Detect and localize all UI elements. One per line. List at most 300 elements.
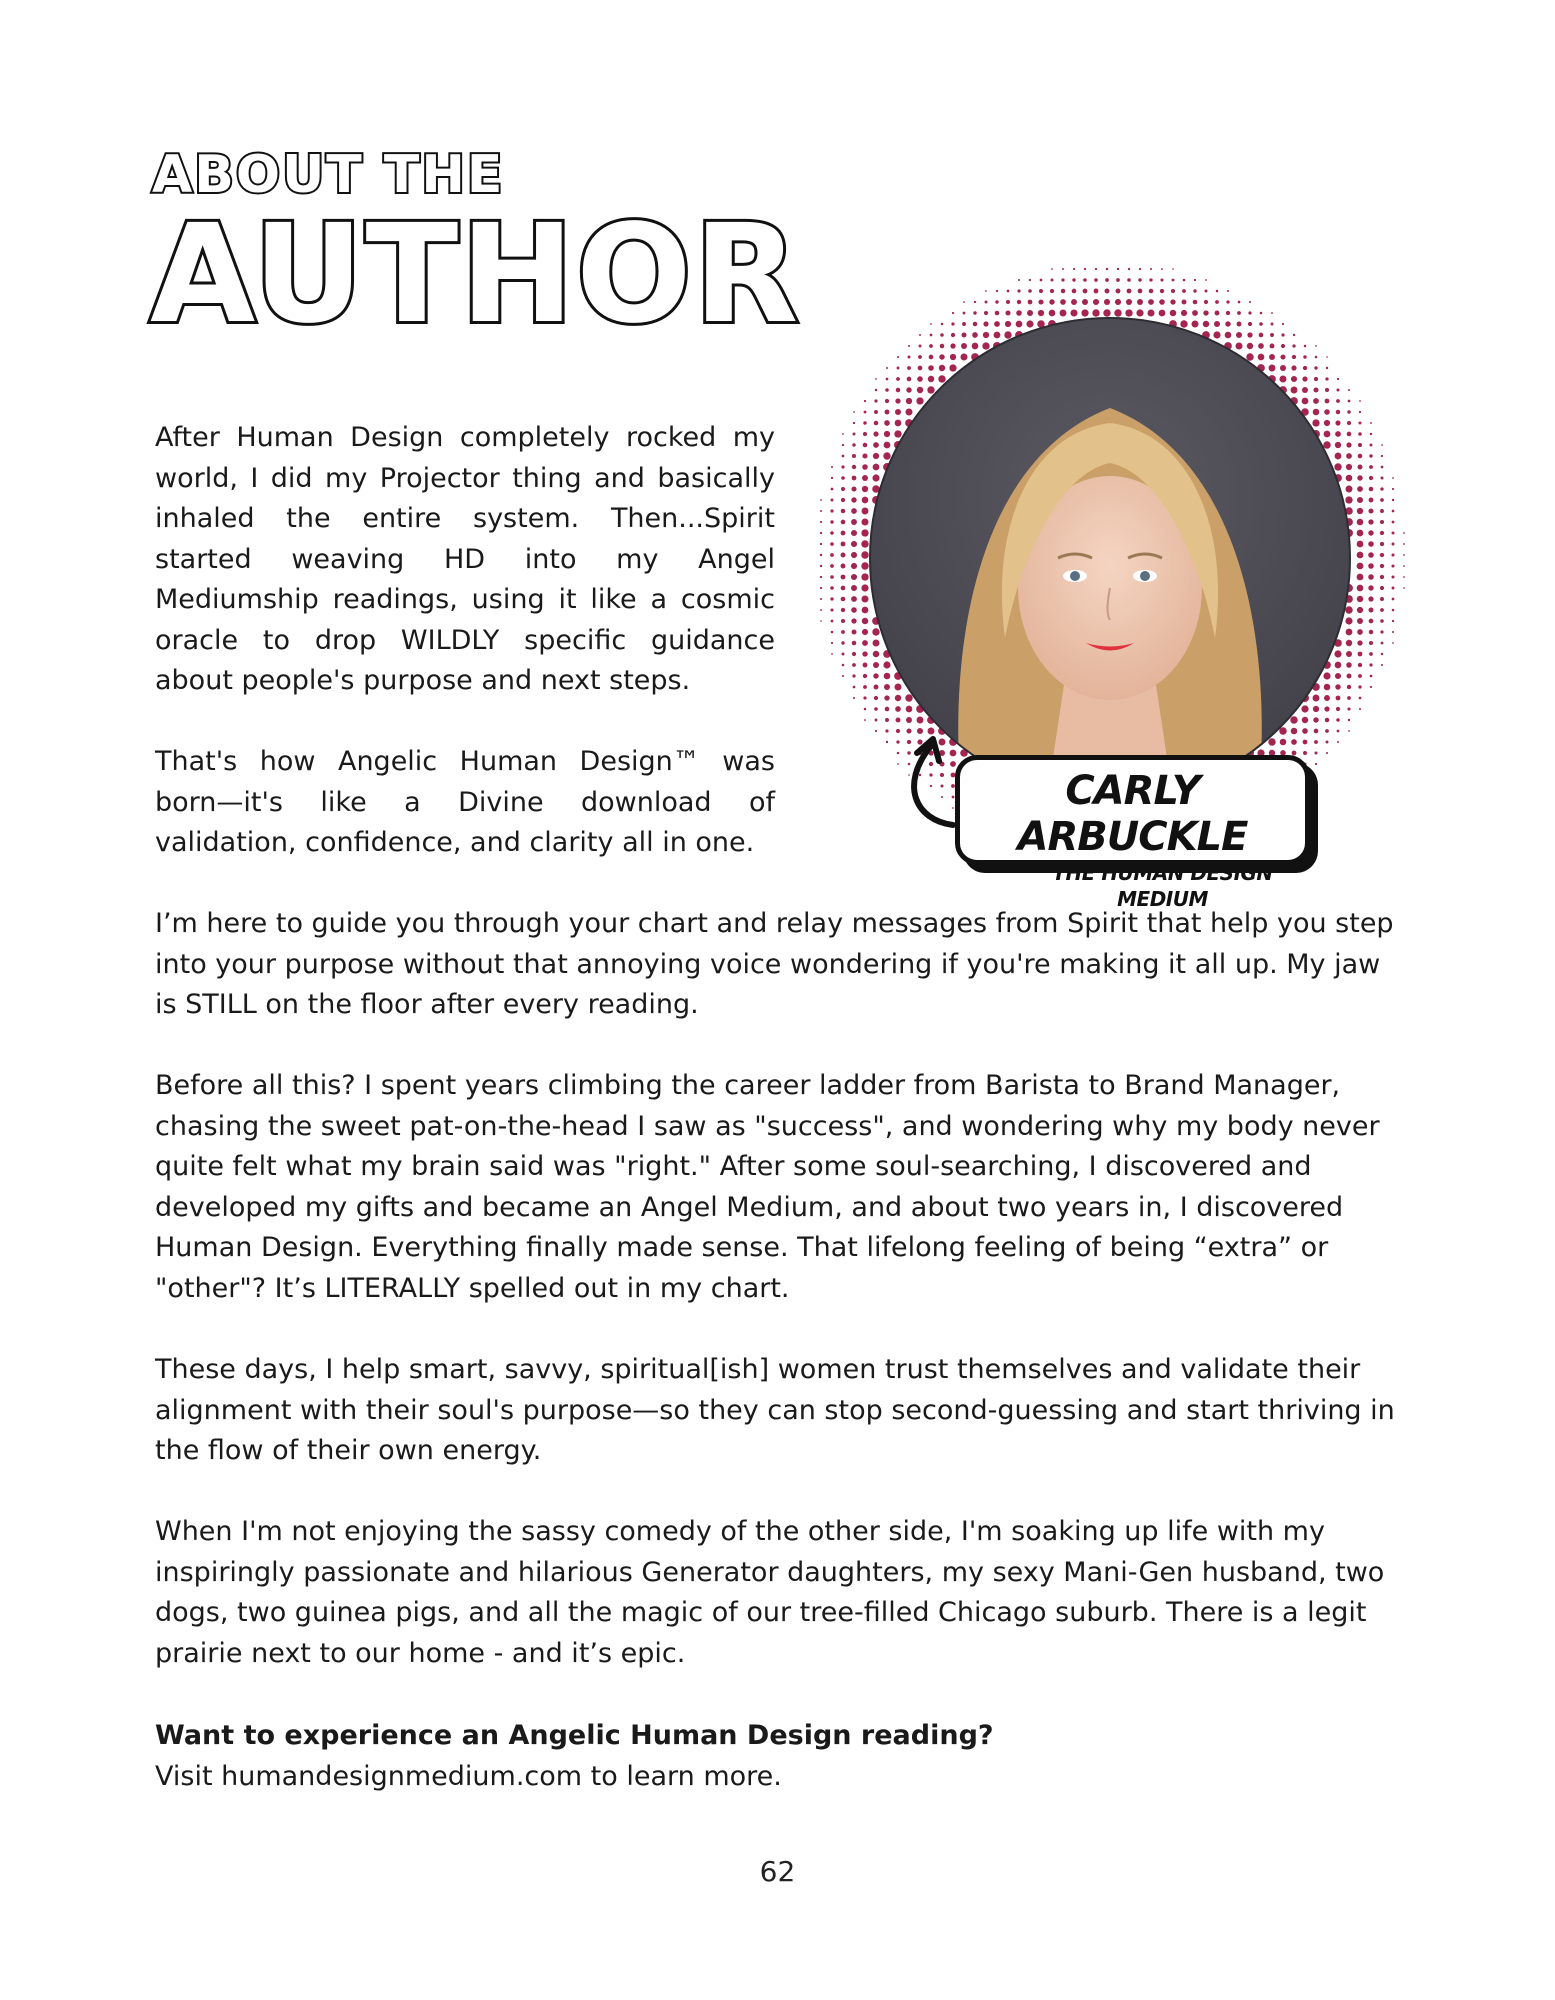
halftone-dot [1170, 299, 1175, 304]
halftone-dot [841, 520, 846, 525]
halftone-dot [1040, 279, 1043, 282]
halftone-dot [851, 574, 857, 580]
halftone-dot [1203, 321, 1210, 328]
halftone-dot [1358, 674, 1362, 678]
halftone-dot [1216, 290, 1219, 293]
halftone-dot [1336, 410, 1340, 414]
halftone-dot [1205, 290, 1208, 293]
halftone-dot [1159, 299, 1165, 305]
halftone-dot [1380, 608, 1384, 612]
halftone-dot [1291, 728, 1298, 735]
halftone-dot [853, 422, 855, 424]
halftone-dot [1225, 332, 1232, 339]
halftone-dot [1160, 278, 1163, 281]
halftone-dot [1028, 300, 1033, 305]
halftone-dot [883, 661, 890, 668]
halftone-dot [1313, 706, 1319, 712]
halftone-dot [1170, 310, 1177, 317]
halftone-dot [1238, 301, 1241, 304]
halftone-dot [873, 673, 878, 678]
halftone-dot [1051, 279, 1054, 282]
halftone-dot [1291, 739, 1297, 745]
halftone-dot [1315, 763, 1317, 765]
halftone-dot [1369, 641, 1373, 645]
halftone-dot [1215, 311, 1220, 316]
halftone-dot [917, 376, 923, 382]
halftone-dot [1116, 289, 1121, 294]
halftone-dot [1291, 376, 1297, 382]
halftone-dot [883, 452, 890, 459]
halftone-dot [1380, 542, 1384, 546]
halftone-dot [1192, 310, 1198, 316]
halftone-dot [1369, 498, 1374, 503]
halftone-dot [1369, 619, 1374, 624]
halftone-dot [885, 388, 889, 392]
halftone-dot [930, 323, 932, 325]
halftone-dot [820, 510, 822, 512]
halftone-dot [872, 628, 879, 635]
halftone-dot [1148, 299, 1154, 305]
halftone-dot [963, 301, 965, 303]
halftone-dot [906, 387, 911, 392]
halftone-dot [1325, 718, 1329, 722]
halftone-dot [852, 652, 856, 656]
halftone-dot [885, 399, 889, 403]
halftone-dot [1049, 310, 1056, 317]
halftone-dot [820, 598, 822, 600]
halftone-dot [1370, 433, 1372, 435]
halftone-dot [896, 718, 901, 723]
halftone-dot [950, 343, 955, 348]
halftone-dot [830, 553, 834, 557]
halftone-dot [1051, 268, 1053, 270]
halftone-dot [1359, 708, 1361, 710]
halftone-dot [852, 454, 856, 458]
halftone-dot [863, 674, 867, 678]
halftone-dot [851, 497, 856, 502]
halftone-dot [1215, 300, 1219, 304]
halftone-dot [873, 662, 879, 668]
halftone-dot [1271, 323, 1274, 326]
halftone-dot [1337, 741, 1339, 743]
halftone-dot [1094, 278, 1098, 282]
halftone-dot [918, 366, 923, 371]
halftone-dot [830, 575, 834, 579]
halftone-dot [940, 344, 945, 349]
halftone-dot [928, 365, 934, 371]
halftone-dot [1126, 299, 1132, 305]
halftone-dot [862, 607, 869, 614]
halftone-dot [874, 696, 878, 700]
halftone-dot [1281, 344, 1285, 348]
halftone-dot [1357, 497, 1363, 503]
halftone-dot [862, 629, 868, 635]
halftone-dot [1017, 289, 1020, 292]
halftone-dot [1347, 410, 1350, 413]
halftone-dot [895, 398, 900, 403]
halftone-dot [1105, 289, 1110, 294]
author-name-tag [955, 755, 1310, 911]
halftone-dot [820, 521, 822, 523]
halftone-dot [940, 333, 944, 337]
halftone-dot [1303, 740, 1308, 745]
halftone-dot [1290, 716, 1297, 723]
halftone-dot [1368, 585, 1373, 590]
halftone-dot [1072, 289, 1077, 294]
halftone-dot [919, 345, 922, 348]
halftone-dot [1026, 320, 1033, 327]
halftone-dot [985, 290, 987, 292]
halftone-dot [1368, 596, 1373, 601]
halftone-dot [851, 519, 857, 525]
halftone-dot [830, 531, 834, 535]
halftone-dot [1369, 663, 1372, 666]
halftone-dot [851, 508, 857, 514]
halftone-dot [1259, 333, 1264, 338]
halftone-dot [820, 609, 822, 611]
halftone-dot [841, 476, 845, 480]
halftone-dot [841, 553, 846, 558]
halftone-dot [820, 554, 822, 556]
halftone-dot [1324, 695, 1330, 701]
halftone-dot [1358, 652, 1363, 657]
halftone-dot [1347, 432, 1352, 437]
halftone-dot [852, 476, 857, 481]
halftone-dot [1381, 455, 1383, 457]
halftone-dot [862, 475, 868, 481]
halftone-dot [862, 618, 869, 625]
halftone-dot [1236, 332, 1242, 338]
halftone-dot [1381, 642, 1384, 645]
halftone-dot [885, 410, 890, 415]
halftone-dot [1313, 695, 1320, 702]
halftone-dot [1280, 354, 1285, 359]
halftone-dot [864, 708, 867, 711]
halftone-dot [939, 354, 944, 359]
halftone-dot [1325, 388, 1329, 392]
halftone-dot [1205, 279, 1207, 281]
halftone-dot [906, 717, 912, 723]
halftone-dot [929, 344, 933, 348]
halftone-dot [1292, 344, 1295, 347]
halftone-dot [1403, 587, 1405, 589]
halftone-dot [1007, 290, 1010, 293]
halftone-dot [1127, 289, 1132, 294]
halftone-dot [1380, 520, 1384, 524]
halftone-dot [820, 543, 822, 545]
halftone-dot [1116, 278, 1120, 282]
halftone-dot [1369, 630, 1373, 634]
halftone-dot [1335, 662, 1342, 669]
halftone-dot [1226, 300, 1229, 303]
halftone-dot [1392, 609, 1395, 612]
halftone-dot [1082, 299, 1088, 305]
halftone-dot [963, 312, 966, 315]
halftone-dot [1403, 576, 1405, 578]
cta-link-text[interactable]: Visit humandesignmedium.com to learn more. [155, 1760, 782, 1792]
halftone-dot [895, 706, 901, 712]
halftone-dot [1358, 443, 1362, 447]
halftone-dot [1323, 441, 1330, 448]
halftone-dot [852, 465, 856, 469]
halftone-dot [918, 355, 922, 359]
halftone-dot [1095, 268, 1097, 270]
halftone-dot [1314, 377, 1318, 381]
halftone-dot [1357, 574, 1364, 581]
halftone-dot [1346, 442, 1351, 447]
halftone-dot [862, 486, 868, 492]
halftone-dot [841, 487, 845, 491]
halftone-dot [820, 532, 822, 534]
halftone-dot [1380, 531, 1384, 535]
halftone-dot [1280, 365, 1286, 371]
halftone-dot [1249, 301, 1251, 303]
halftone-dot [995, 311, 1000, 316]
halftone-dot [1258, 343, 1264, 349]
halftone-dot [974, 301, 976, 303]
author-subtitle: THE HUMAN DESIGN MEDIUM [1052, 861, 1273, 911]
halftone-dot [1315, 356, 1318, 359]
halftone-dot [1138, 289, 1143, 294]
halftone-dot [1392, 532, 1395, 535]
halftone-dot [1381, 653, 1383, 655]
halftone-dot [1138, 278, 1141, 281]
halftone-dot [1357, 629, 1363, 635]
halftone-dot [1271, 312, 1273, 314]
halftone-dot [929, 355, 934, 360]
halftone-dot [1392, 477, 1394, 479]
halftone-dot [1335, 673, 1341, 679]
halftone-dot [861, 584, 868, 591]
halftone-dot [1346, 651, 1352, 657]
halftone-dot [895, 695, 901, 701]
halftone-dot [831, 466, 833, 468]
halftone-dot [1103, 309, 1110, 316]
halftone-dot [1346, 662, 1352, 668]
halftone-dot [1312, 419, 1319, 426]
halftone-dot [1136, 309, 1143, 316]
halftone-dot [1368, 541, 1374, 547]
halftone-dot [1392, 642, 1394, 644]
halftone-dot [895, 420, 902, 427]
halftone-dot [1335, 684, 1340, 689]
halftone-dot [1324, 409, 1330, 415]
halftone-dot [1017, 300, 1021, 304]
halftone-dot [938, 375, 945, 382]
halftone-dot [1137, 299, 1143, 305]
halftone-dot [884, 684, 890, 690]
halftone-dot [1303, 366, 1307, 370]
halftone-dot [1370, 675, 1373, 678]
halftone-dot [1182, 289, 1186, 293]
halftone-dot [861, 540, 868, 547]
halftone-dot [1313, 717, 1318, 722]
halftone-dot [994, 321, 1000, 327]
halftone-dot [842, 664, 845, 667]
halftone-dot [1357, 519, 1364, 526]
halftone-dot [973, 322, 978, 327]
halftone-dot [1293, 334, 1295, 336]
halftone-dot [1391, 542, 1394, 545]
halftone-dot [927, 386, 934, 393]
halftone-dot [1380, 575, 1384, 579]
halftone-dot [1104, 299, 1110, 305]
halftone-dot [1346, 475, 1353, 482]
halftone-dot [950, 354, 956, 360]
halftone-dot [861, 562, 868, 569]
halftone-dot [961, 343, 967, 349]
halftone-dot [897, 356, 899, 358]
halftone-dot [1369, 465, 1373, 469]
halftone-dot [1259, 322, 1263, 326]
halftone-dot [1194, 279, 1196, 281]
halftone-dot [1304, 345, 1307, 348]
halftone-dot [1128, 268, 1130, 270]
halftone-dot [1326, 356, 1328, 358]
halftone-dot [996, 290, 998, 292]
halftone-dot [820, 576, 822, 578]
halftone-dot [1334, 463, 1341, 470]
page-title: AUTHOR [150, 196, 801, 354]
halftone-dot [1260, 312, 1263, 315]
halftone-dot [863, 421, 866, 424]
halftone-dot [884, 673, 891, 680]
halftone-dot [861, 595, 868, 602]
bio-paragraph-3: I’m here to guide you through your chart and relay messages from Spirit that help you step into your purpose without that annoying voice wondering if you're making it all up. My jaw is STILL on the floor after every reading. [155, 908, 1394, 1020]
halftone-dot [994, 332, 1001, 339]
halftone-dot [896, 388, 901, 393]
halftone-dot [1380, 564, 1384, 568]
halftone-dot [1314, 366, 1317, 369]
halftone-dot [841, 630, 845, 634]
halftone-dot [863, 696, 866, 699]
halftone-dot [1018, 279, 1020, 281]
halftone-dot [1369, 476, 1373, 480]
halftone-dot [982, 342, 989, 349]
halftone-dot [885, 729, 888, 732]
halftone-dot [1392, 620, 1394, 622]
halftone-dot [1345, 606, 1352, 613]
halftone-dot [1246, 353, 1253, 360]
halftone-dot [873, 464, 880, 471]
halftone-dot [1370, 686, 1372, 688]
halftone-dot [1159, 310, 1166, 317]
halftone-dot [1391, 553, 1394, 556]
halftone-dot [1160, 289, 1164, 293]
halftone-dot [894, 430, 901, 437]
halftone-dot [851, 596, 857, 602]
halftone-dot [1070, 309, 1077, 316]
halftone-dot [1357, 508, 1363, 514]
halftone-dot [1247, 343, 1253, 349]
halftone-dot [1061, 278, 1064, 281]
halftone-dot [1337, 730, 1340, 733]
halftone-dot [1381, 466, 1384, 469]
halftone-dot [908, 356, 911, 359]
halftone-dot [1268, 738, 1275, 745]
halftone-dot [872, 474, 879, 481]
halftone-dot [952, 312, 954, 314]
halftone-dot [1280, 376, 1287, 383]
halftone-dot [863, 685, 867, 689]
halftone-dot [884, 442, 891, 449]
halftone-dot [861, 518, 868, 525]
halftone-dot [1369, 454, 1372, 457]
halftone-dot [1083, 278, 1087, 282]
halftone-dot [884, 431, 890, 437]
halftone-dot [1335, 453, 1342, 460]
halftone-dot [1368, 552, 1374, 558]
halftone-dot [1258, 354, 1265, 361]
halftone-dot [1403, 532, 1405, 534]
halftone-dot [1357, 563, 1364, 570]
halftone-dot [1247, 332, 1252, 337]
halftone-dot [1060, 310, 1067, 317]
halftone-dot [897, 367, 900, 370]
halftone-dot [1016, 310, 1022, 316]
halftone-dot [1005, 310, 1010, 315]
bio-paragraph-4: Before all this? I spent years climbing the career ladder from Barista to Brand Manager, chasing the sweet pat-on-the-head I saw as "success", and wondering why my body never quite felt what my brain said was "right." After some soul-searching, I discovered and developed my gifts and became an Angel Medium, and about two years in, I discovered Human Design. Everything finally made sense. That lifelong feeling of being “extra” or "other"? It’s LITERALLY spelled out in my chart. [155, 1070, 1380, 1304]
halftone-dot [1358, 685, 1361, 688]
bio-paragraph-1: After Human Design completely rocked my world, I did my Projector thing and basically inhaled the entire system. Then...Spirit started weaving HD into my Angel Mediumship readings, using it like a cosmic oracle to drop WILDLY specific guidance about people's purpose and next steps. [155, 422, 775, 696]
halftone-dot [1193, 300, 1198, 305]
halftone-dot [841, 619, 845, 623]
halftone-dot [1213, 331, 1220, 338]
halftone-dot [1006, 300, 1010, 304]
halftone-dot [841, 498, 845, 502]
halftone-dot [1357, 640, 1362, 645]
halftone-dot [841, 509, 845, 513]
halftone-dot [852, 663, 856, 667]
halftone-dot [1237, 311, 1241, 315]
halftone-dot [862, 464, 868, 470]
halftone-dot [841, 608, 845, 612]
halftone-dot [830, 608, 833, 611]
halftone-dot [1346, 629, 1353, 636]
halftone-dot [1269, 365, 1276, 372]
halftone-dot [1380, 553, 1384, 557]
halftone-dot [1117, 268, 1119, 270]
call-to-action [155, 1716, 1405, 1797]
author-name: CARLY ARBUCKLE [1017, 768, 1248, 860]
halftone-dot [861, 551, 868, 558]
halftone-dot [905, 694, 912, 701]
halftone-dot [851, 541, 857, 547]
halftone-dot [1347, 696, 1351, 700]
halftone-dot [1291, 365, 1296, 370]
halftone-dot [1301, 705, 1308, 712]
halftone-dot [1038, 310, 1044, 316]
halftone-dot [830, 520, 833, 523]
halftone-dot [830, 509, 833, 512]
halftone-dot [1326, 752, 1328, 754]
halftone-dot [841, 564, 846, 569]
halftone-dot [1358, 432, 1362, 436]
halftone-dot [1180, 320, 1187, 327]
halftone-dot [851, 618, 856, 623]
halftone-dot [1370, 444, 1373, 447]
halftone-dot [1357, 552, 1364, 559]
halftone-dot [906, 398, 912, 404]
halftone-dot [1403, 543, 1405, 545]
halftone-dot [1280, 739, 1287, 746]
halftone-dot [1106, 268, 1108, 270]
halftone-dot [875, 719, 878, 722]
halftone-dot [1049, 299, 1054, 304]
halftone-dot [1149, 289, 1154, 294]
halftone-dot [830, 542, 834, 546]
halftone-dot [1391, 575, 1394, 578]
